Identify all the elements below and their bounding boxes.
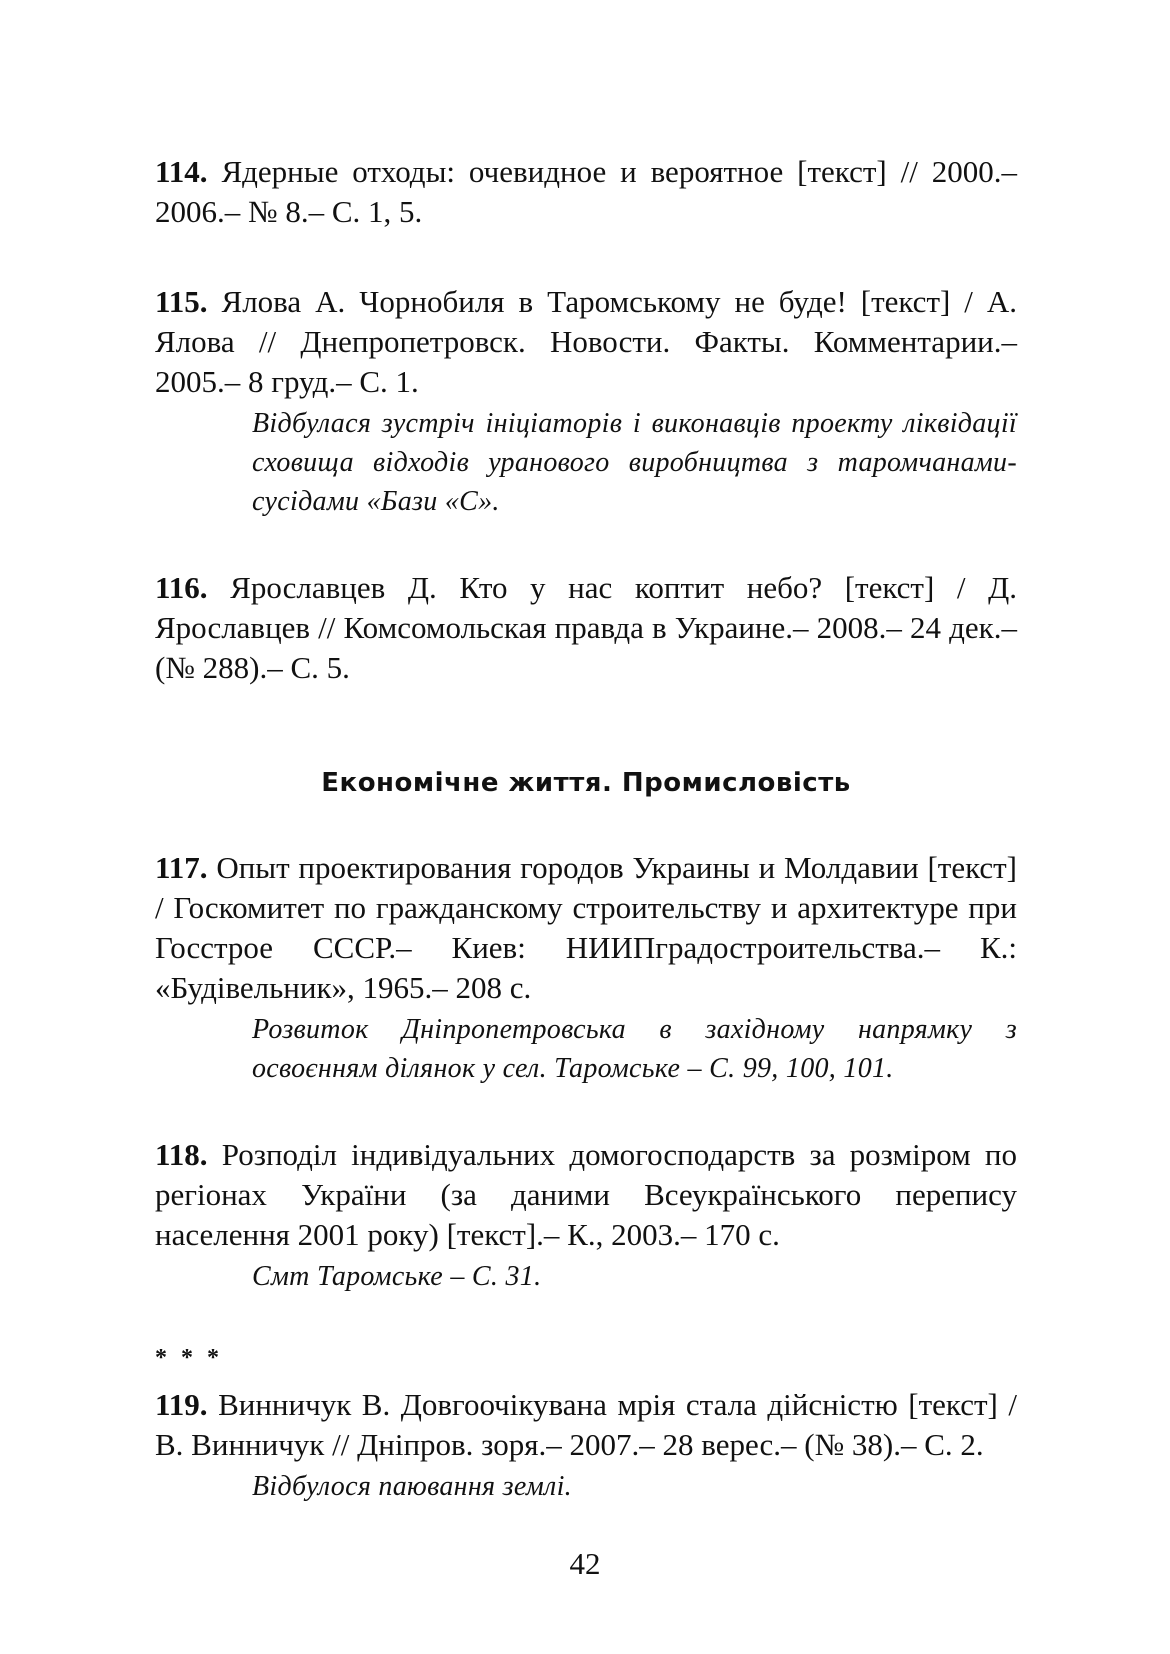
bibliography-entry <box>155 848 1017 1008</box>
entry-text: Опыт проектирования городов Украины и Молдавии [текст] / Госкомитет по гражданскому строительству и архитектуре при Госстрое СССР.– Киев: НИИПградостроительства.– К.: «Будівельник», 1965.– 208 с. <box>155 850 1018 1005</box>
entry-text: Ядерные отходы: очевидное и вероятное [текст] // 2000.– 2006.– № 8.– С. 1, 5. <box>155 154 1017 229</box>
entry-text: Винничук В. Довгоочікувана мрія стала дійсністю [текст] / В. Винничук // Дніпров. зоря.– 2007.– 28 верес.– (№ 38).– С. 2. <box>155 1387 1017 1462</box>
entry-number: 119. <box>155 1387 208 1422</box>
entry-annotation: Розвиток Дніпропетровська в західному напрямку з освоєнням ділянок у сел. Таромське – С. 99, 100, 101. <box>252 1014 1017 1084</box>
entry-number: 114. <box>155 154 208 189</box>
entry-number: 117. <box>155 850 208 885</box>
bibliography-entry <box>155 1385 1017 1465</box>
entry-text: Розподіл індивідуальних домогосподарств за розміром по регіонах України (за даними Всеукраїнського перепису населення 2001 року) [текст].– К., 2003.– 170 с. <box>155 1137 1018 1252</box>
entry-number: 118. <box>155 1137 208 1172</box>
entry-annotation: Відбулося паювання землі. <box>252 1471 572 1502</box>
section-heading: Економічне життя. Промисловість <box>321 768 851 798</box>
entry-number: 116. <box>155 570 208 605</box>
entry-number: 115. <box>155 284 208 319</box>
section-separator: * * * <box>155 1345 223 1371</box>
entry-text: Ялова А. Чорнобиля в Таромському не буде! [текст] / А. Ялова // Днепропетровск. Новости. Факты. Комментарии.– 2005.– 8 груд.– С. 1. <box>155 284 1018 399</box>
bibliography-entry <box>155 152 1017 232</box>
page-number: 42 <box>569 1546 601 1581</box>
entry-text: Ярославцев Д. Кто у нас коптит небо? [текст] / Д. Ярославцев // Комсомольская правда в Украине.– 2008.– 24 дек.– (№ 288).– С. 5. <box>155 570 1017 685</box>
bibliography-entry <box>155 568 1017 688</box>
bibliography-entry <box>155 282 1017 402</box>
page-body <box>155 152 1017 1506</box>
entry-annotation: Відбулася зустріч ініціаторів і виконавців проекту ліквідації сховища відходів уранового виробництва з таромчанами-сусідами «Бази «С». <box>252 408 1017 517</box>
bibliography-entry <box>155 1135 1017 1255</box>
entry-annotation: Смт Таромське – С. 31. <box>252 1261 542 1292</box>
